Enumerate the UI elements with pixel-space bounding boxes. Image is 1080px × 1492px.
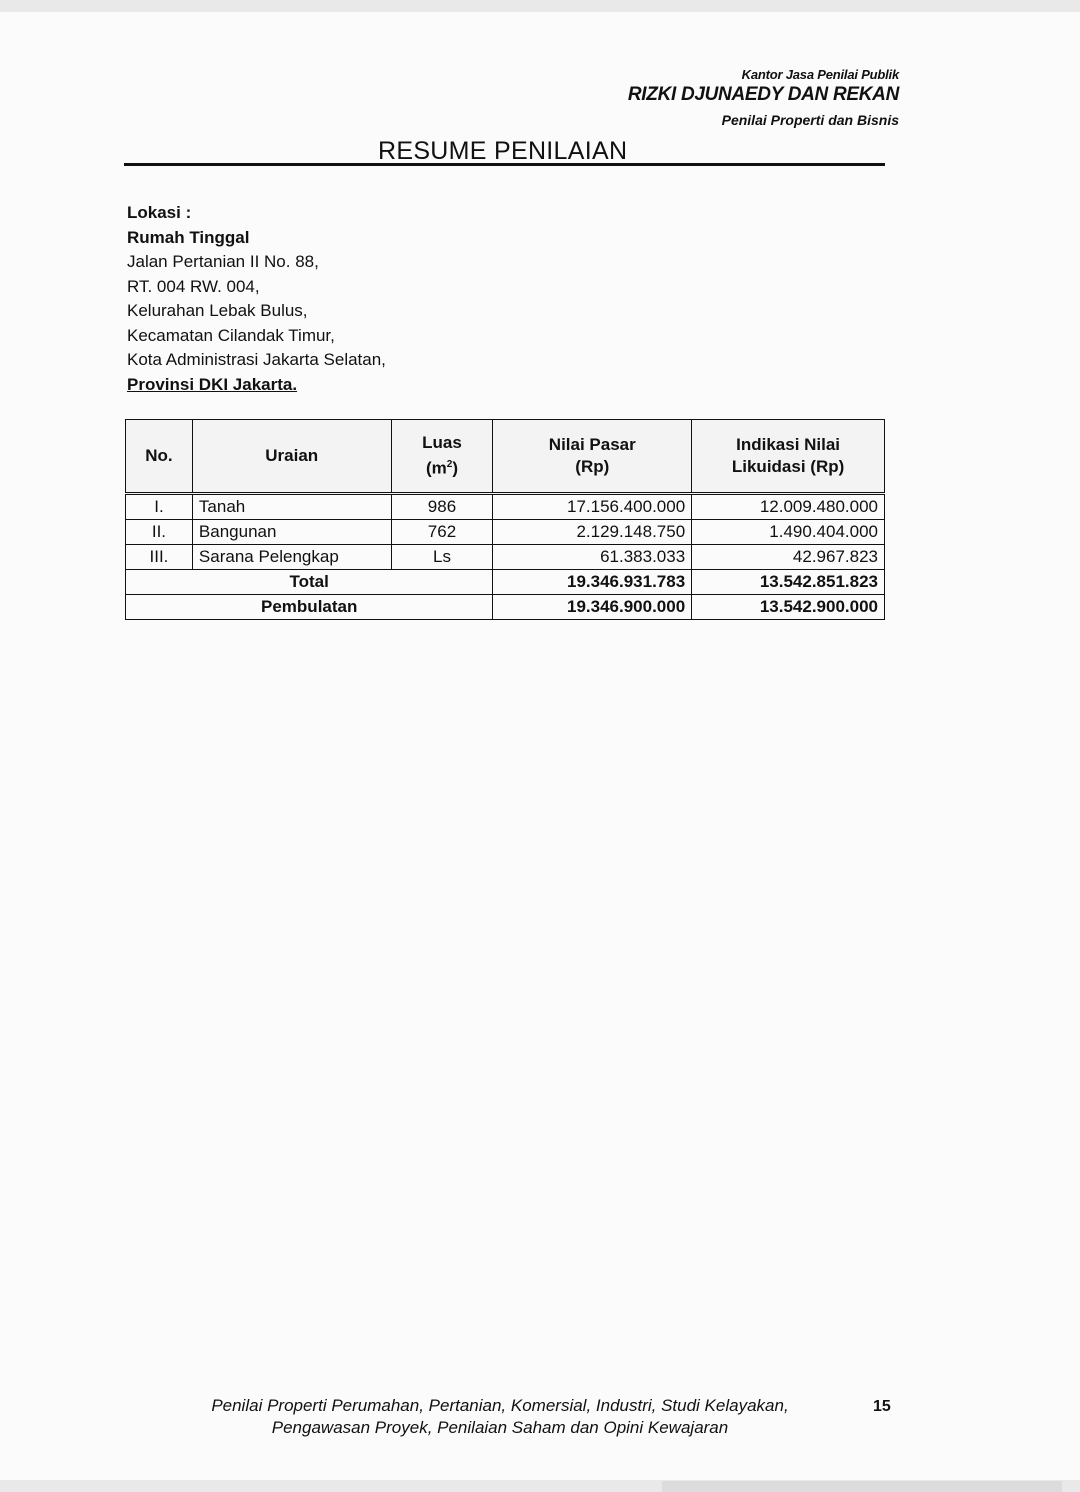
- address-line: Kota Administrasi Jakarta Selatan,: [127, 350, 386, 369]
- table-row: [126, 494, 885, 520]
- cell-no: III.: [126, 545, 193, 570]
- address-province: Provinsi DKI Jakarta.: [127, 374, 298, 394]
- cell-no: II.: [126, 520, 193, 545]
- firm-name: RIZKI DJUNAEDY DAN REKAN: [627, 84, 899, 105]
- location-block: [127, 201, 386, 397]
- total-label: Total: [126, 570, 493, 595]
- header-nilai-pasar-unit: (Rp): [575, 457, 610, 476]
- firm-tagline: Penilai Properti dan Bisnis: [721, 112, 899, 128]
- header-likuidasi-label: Indikasi Nilai: [736, 435, 841, 454]
- bottom-strip: [662, 1481, 1062, 1492]
- document-page: [0, 12, 1080, 1480]
- header-luas-label: Luas: [422, 433, 462, 453]
- header-luas-close: ): [452, 458, 458, 478]
- location-label: Lokasi :: [127, 203, 192, 222]
- header-nilai-pasar: [493, 420, 692, 494]
- cell-no: I.: [126, 494, 193, 520]
- header-uraian: Uraian: [192, 420, 391, 494]
- cell-likuidasi: 12.009.480.000: [692, 494, 885, 520]
- address-line: RT. 004 RW. 004,: [127, 276, 260, 296]
- rounding-nilai-pasar: 19.346.900.000: [493, 595, 692, 620]
- cell-uraian: Bangunan: [192, 520, 391, 545]
- total-nilai-pasar: 19.346.931.783: [493, 570, 692, 595]
- footer-line-2: Pengawasan Proyek, Penilaian Saham dan Opini Kewajaran: [271, 1418, 729, 1437]
- header-luas-sup: 2: [446, 459, 453, 471]
- cell-luas: 762: [391, 520, 493, 545]
- cell-luas: 986: [391, 494, 493, 520]
- footer-line-1: Penilai Properti Perumahan, Pertanian, Komersial, Industri, Studi Kelayakan,: [211, 1396, 789, 1415]
- page-number: 15: [873, 1398, 891, 1415]
- page-title: RESUME PENILAIAN: [378, 137, 628, 165]
- firm-letterhead: [628, 67, 899, 128]
- table-header-row: [126, 420, 885, 494]
- header-nilai-pasar-label: Nilai Pasar: [548, 435, 636, 454]
- cell-nilai-pasar: 2.129.148.750: [493, 520, 692, 545]
- header-likuidasi-unit: Likuidasi (Rp): [731, 457, 845, 476]
- header-likuidasi: [692, 420, 885, 494]
- firm-office: Kantor Jasa Penilai Publik: [741, 67, 899, 82]
- table-row: [126, 545, 885, 570]
- rounding-row: [126, 595, 885, 620]
- cell-likuidasi: 42.967.823: [692, 545, 885, 570]
- header-luas-unit: (m: [425, 458, 447, 478]
- cell-nilai-pasar: 61.383.033: [493, 545, 692, 570]
- cell-uraian: Tanah: [192, 494, 391, 520]
- address-line: Kelurahan Lebak Bulus,: [127, 301, 308, 320]
- property-type: Rumah Tinggal: [127, 227, 250, 247]
- cell-likuidasi: 1.490.404.000: [692, 520, 885, 545]
- header-no: No.: [126, 420, 193, 494]
- total-likuidasi: 13.542.851.823: [692, 570, 885, 595]
- total-row: [126, 570, 885, 595]
- valuation-summary-table: [125, 419, 885, 620]
- cell-uraian: Sarana Pelengkap: [192, 545, 391, 570]
- page-footer: [150, 1395, 850, 1439]
- cell-nilai-pasar: 17.156.400.000: [493, 494, 692, 520]
- address-line: Kecamatan Cilandak Timur,: [127, 325, 335, 345]
- rounding-likuidasi: 13.542.900.000: [692, 595, 885, 620]
- header-luas: [391, 420, 493, 494]
- table-row: [126, 520, 885, 545]
- cell-luas: Ls: [391, 545, 493, 570]
- rounding-label: Pembulatan: [126, 595, 493, 620]
- address-line: Jalan Pertanian II No. 88,: [127, 252, 319, 271]
- title-divider: [124, 163, 885, 166]
